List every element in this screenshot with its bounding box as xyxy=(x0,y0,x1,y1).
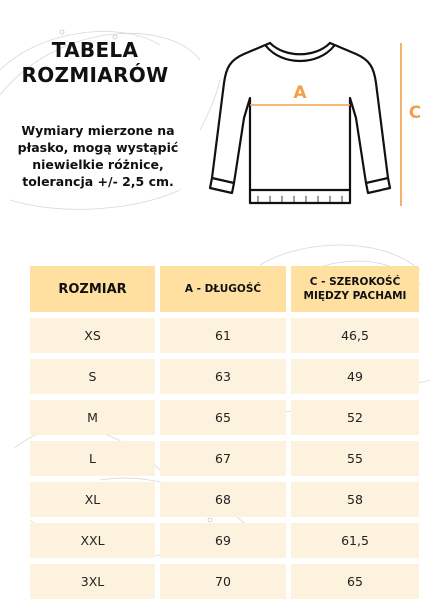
cell-width: 52 xyxy=(291,400,419,435)
size-table xyxy=(25,260,424,605)
page-title xyxy=(0,38,190,88)
header-size: ROZMIAR xyxy=(30,266,155,312)
note-line-4: tolerancja +/- 2,5 cm. xyxy=(22,174,174,189)
cell-width: 49 xyxy=(291,359,419,394)
sweater-outline-icon xyxy=(210,43,390,203)
label-a: A xyxy=(293,83,307,103)
cell-size: XXL xyxy=(30,523,155,558)
note-line-1: Wymiary mierzone na xyxy=(21,123,175,138)
table-row xyxy=(30,400,419,435)
measurement-note xyxy=(0,122,196,190)
note-line-3: niewielkie różnice, xyxy=(32,157,164,172)
cell-length: 70 xyxy=(160,564,286,599)
table-row xyxy=(30,441,419,476)
cell-length: 65 xyxy=(160,400,286,435)
cell-length: 61 xyxy=(160,318,286,353)
cell-length: 69 xyxy=(160,523,286,558)
cell-size: XL xyxy=(30,482,155,517)
cell-width: 65 xyxy=(291,564,419,599)
table-row xyxy=(30,318,419,353)
cell-size: 3XL xyxy=(30,564,155,599)
cell-length: 67 xyxy=(160,441,286,476)
header-width: C - SZEROKOŚĆ MIĘDZY PACHAMI xyxy=(291,266,419,312)
note-line-2: płasko, mogą wystąpić xyxy=(17,140,179,155)
cell-length: 63 xyxy=(160,359,286,394)
cell-width: 55 xyxy=(291,441,419,476)
label-c: C xyxy=(408,103,422,123)
header-length: A - DŁUGOŚĆ xyxy=(160,266,286,312)
title-line-1: TABELA xyxy=(51,38,139,62)
table-row xyxy=(30,359,419,394)
title-line-2: ROZMIARÓW xyxy=(21,63,169,87)
table-row xyxy=(30,523,419,558)
table-header-row xyxy=(30,266,419,312)
table-row xyxy=(30,482,419,517)
cell-width: 58 xyxy=(291,482,419,517)
cell-size: M xyxy=(30,400,155,435)
cell-size: XS xyxy=(30,318,155,353)
cell-width: 61,5 xyxy=(291,523,419,558)
cell-size: L xyxy=(30,441,155,476)
cell-length: 68 xyxy=(160,482,286,517)
cell-width: 46,5 xyxy=(291,318,419,353)
cell-size: S xyxy=(30,359,155,394)
sweater-diagram xyxy=(200,28,430,218)
table-row xyxy=(30,564,419,599)
